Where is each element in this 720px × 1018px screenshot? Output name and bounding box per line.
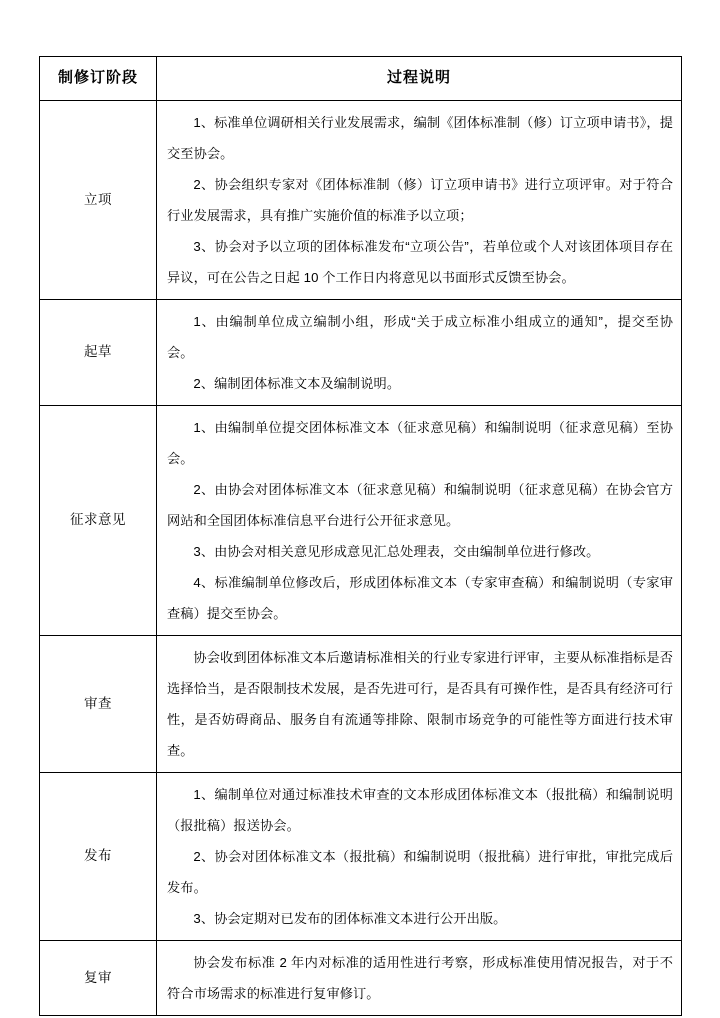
description-item: 4、标准编制单位修改后，形成团体标准文本（专家审查稿）和编制说明（专家审查稿）提交至协会。 (167, 575, 673, 621)
description-cell-fushen (157, 941, 682, 1016)
table-row (40, 636, 682, 773)
column-header-description: 过程说明 (157, 57, 682, 101)
table-row (40, 300, 682, 406)
stage-label-fabu: 发布 (40, 773, 157, 941)
description-item: 2、协会对团体标准文本（报批稿）和编制说明（报批稿）进行审批，审批完成后发布。 (167, 849, 673, 895)
process-table-container (39, 56, 681, 1016)
stage-label-shencha: 审查 (40, 636, 157, 773)
column-header-stage: 制修订阶段 (40, 57, 157, 101)
description-item: 1、编制单位对通过标准技术审查的文本形成团体标准文本（报批稿）和编制说明（报批稿）报送协会。 (167, 787, 673, 833)
table-header-row (40, 57, 682, 101)
description-cell-zhengqiuyijian (157, 406, 682, 636)
table-body (40, 101, 682, 1016)
description-item: 2、协会组织专家对《团体标准制（修）订立项申请书》进行立项评审。对于符合行业发展需求，具有推广实施价值的标准予以立项； (167, 177, 673, 223)
description-cell-qicao (157, 300, 682, 406)
description-item: 2、编制团体标准文本及编制说明。 (193, 376, 401, 391)
description-item: 协会发布标准 2 年内对标准的适用性进行考察，形成标准使用情况报告，对于不符合市场需求的标准进行复审修订。 (167, 955, 673, 1001)
description-item: 2、由协会对团体标准文本（征求意见稿）和编制说明（征求意见稿）在协会官方网站和全国团体标准信息平台进行公开征求意见。 (167, 482, 673, 528)
description-item: 1、标准单位调研相关行业发展需求，编制《团体标准制（修）订立项申请书》，提交至协会。 (167, 115, 673, 161)
table-row (40, 773, 682, 941)
stage-label-qicao: 起草 (40, 300, 157, 406)
stage-label-lixiang: 立项 (40, 101, 157, 300)
description-cell-lixiang (157, 101, 682, 300)
table-header (40, 57, 682, 101)
description-item: 1、由编制单位成立编制小组，形成“关于成立标准小组成立的通知”，提交至协会。 (167, 314, 673, 360)
stage-label-zhengqiuyijian: 征求意见 (40, 406, 157, 636)
description-item: 3、由协会对相关意见形成意见汇总处理表，交由编制单位进行修改。 (193, 544, 600, 559)
table-row (40, 406, 682, 636)
description-item: 3、协会对予以立项的团体标准发布“立项公告”，若单位或个人对该团体项目存在异议，可在公告之日起 10 个工作日内将意见以书面形式反馈至协会。 (167, 239, 673, 285)
description-cell-fabu (157, 773, 682, 941)
description-item: 1、由编制单位提交团体标准文本（征求意见稿）和编制说明（征求意见稿）至协会。 (167, 420, 673, 466)
description-item: 3、协会定期对已发布的团体标准文本进行公开出版。 (193, 911, 507, 926)
description-item: 协会收到团体标准文本后邀请标准相关的行业专家进行评审，主要从标准指标是否选择恰当，是否限制技术发展，是否先进可行，是否具有可操作性，是否具有经济可行性，是否妨碍商品、服务自有流通等排除、限制市场竞争的可能性等方面进行技术审查。 (167, 650, 673, 758)
standard-process-table (39, 56, 682, 1016)
table-row (40, 101, 682, 300)
description-cell-shencha (157, 636, 682, 773)
stage-label-fushen: 复审 (40, 941, 157, 1016)
table-row (40, 941, 682, 1016)
